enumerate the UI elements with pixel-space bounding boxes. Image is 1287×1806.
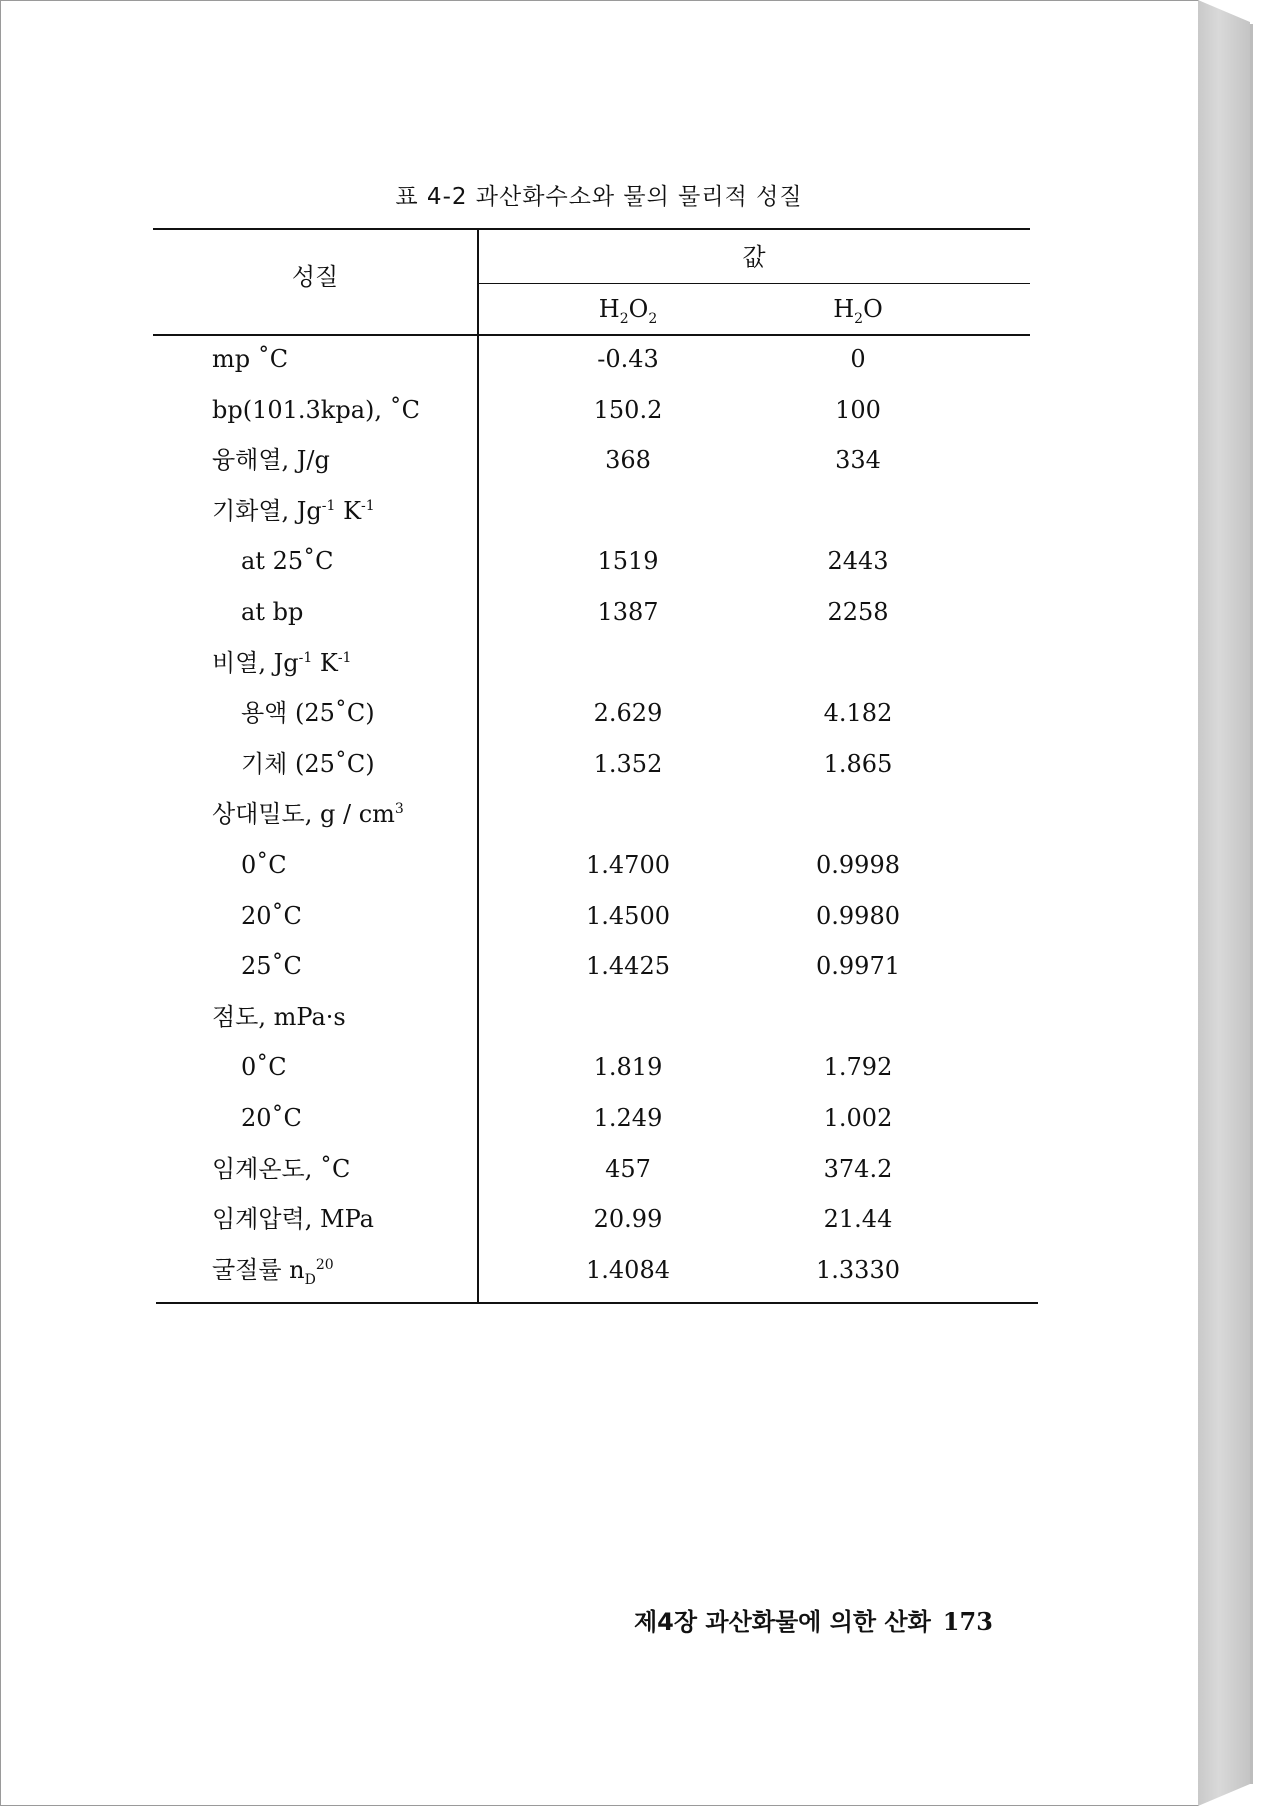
row-label [212,395,420,425]
cell-h2o: 334 [835,446,881,474]
header-h2o2 [528,294,728,327]
h2o2-h: H [598,295,620,323]
row-label-subscript: D [304,1271,316,1288]
cell-h2o: 1.002 [823,1104,893,1132]
cell-h2o2: 1.249 [593,1104,663,1132]
row-label-text: 0˚C [241,1053,287,1081]
h2o-h: H [833,295,855,323]
cell-h2o2: 1.4425 [586,952,670,980]
row-label [212,1204,374,1234]
page-footer [634,1602,993,1637]
header-h2o [758,294,958,327]
header-bottom-rule [153,334,1030,336]
row-label-text: mp ˚C [212,345,289,373]
row-label [212,344,288,374]
cell-h2o2: 1.4700 [586,851,670,879]
cell-h2o: 374.2 [823,1155,893,1183]
cell-h2o2: 1387 [597,598,659,626]
header-property [153,262,477,292]
row-label-text: 비열, Jg [212,649,299,677]
cell-h2o2: 150.2 [593,396,663,424]
h2o2-o: O [628,295,649,323]
cell-h2o: 1.865 [823,750,893,778]
row-label-superscript: 3 [394,801,404,817]
row-label [212,1255,334,1288]
cell-h2o2: 1.4500 [586,902,670,930]
cell-h2o2: 457 [605,1155,651,1183]
row-label [241,901,302,931]
cell-h2o2: -0.43 [597,345,659,373]
cell-h2o: 4.182 [823,699,893,727]
cell-h2o: 2443 [827,547,889,575]
cell-h2o: 0.9971 [816,952,900,980]
cell-h2o: 0 [850,345,866,373]
row-label-text: bp(101.3kpa), ˚C [212,396,420,424]
row-label [241,597,303,627]
cell-h2o: 21.44 [823,1205,893,1233]
row-label [241,951,302,981]
cell-h2o: 100 [835,396,881,424]
cell-h2o2: 1.4084 [586,1256,670,1284]
h2o2-sub2: 2 [648,310,658,327]
cell-h2o: 0.9998 [816,851,900,879]
cell-h2o2: 20.99 [593,1205,663,1233]
row-label-text: 용액 (25˚C) [241,699,375,727]
cell-h2o: 0.9980 [816,902,900,930]
row-label-text: 임계압력, MPa [212,1205,374,1233]
row-label [212,496,375,526]
row-label [241,1052,287,1082]
cell-h2o2: 2.629 [593,699,663,727]
header-value-text: 값 [742,243,766,271]
h2o2-sub1: 2 [619,310,629,327]
row-label-text: 임계온도, ˚C [212,1155,351,1183]
row-label-superscript: -1 [321,498,336,514]
row-label [212,445,330,475]
footer-page-number: 173 [942,1607,993,1636]
row-label [241,850,287,880]
table-caption: 표 4-2 과산화수소와 물의 물리적 성질 [395,184,803,210]
row-label [241,749,375,779]
row-label-superscript: 20 [315,1257,334,1273]
row-label-unit: K [335,497,361,525]
row-label-text: 상대밀도, g / cm [212,800,395,828]
row-label [212,1002,346,1032]
cell-h2o2: 1519 [597,547,659,575]
cell-h2o: 1.792 [823,1053,893,1081]
value-header-rule [478,283,1030,284]
row-label-superscript: -1 [298,650,313,666]
cell-h2o2: 1.819 [593,1053,663,1081]
table-top-rule [153,228,1030,230]
row-label-unit: K [312,649,338,677]
cell-h2o2: 1.352 [593,750,663,778]
row-label [241,698,375,728]
row-label-text: at 25˚C [241,547,334,575]
row-label-text: 기화열, Jg [212,497,322,525]
row-label-text: 굴절률 n [212,1256,305,1284]
row-label-superscript: -1 [361,498,375,514]
row-label [212,648,351,678]
table-bottom-rule [156,1302,1038,1304]
row-label [241,546,333,576]
page-edge-shadow [1250,24,1253,1784]
row-label-text: 25˚C [241,952,302,980]
page-edge [1198,0,1250,1806]
row-label-text: at bp [241,598,304,626]
h2o-sub1: 2 [854,310,864,327]
cell-h2o: 1.3330 [816,1256,900,1284]
row-label [212,1154,350,1184]
cell-h2o2: 368 [605,446,651,474]
row-label [241,1103,302,1133]
row-label-text: 0˚C [241,851,287,879]
row-label-text: 점도, mPa·s [212,1003,346,1031]
footer-chapter: 제4장 과산화물에 의한 산화 [634,1608,931,1636]
header-property-text: 성질 [291,263,339,291]
table-column-divider [477,229,479,1303]
row-label [212,799,404,829]
row-label-text: 기체 (25˚C) [241,750,375,778]
row-label-text: 융해열, J/g [212,446,330,474]
cell-h2o: 2258 [827,598,889,626]
row-label-superscript: -1 [337,650,352,666]
row-label-text: 20˚C [241,902,302,930]
header-value [478,242,1030,272]
row-label-text: 20˚C [241,1104,302,1132]
h2o-o: O [863,295,883,323]
